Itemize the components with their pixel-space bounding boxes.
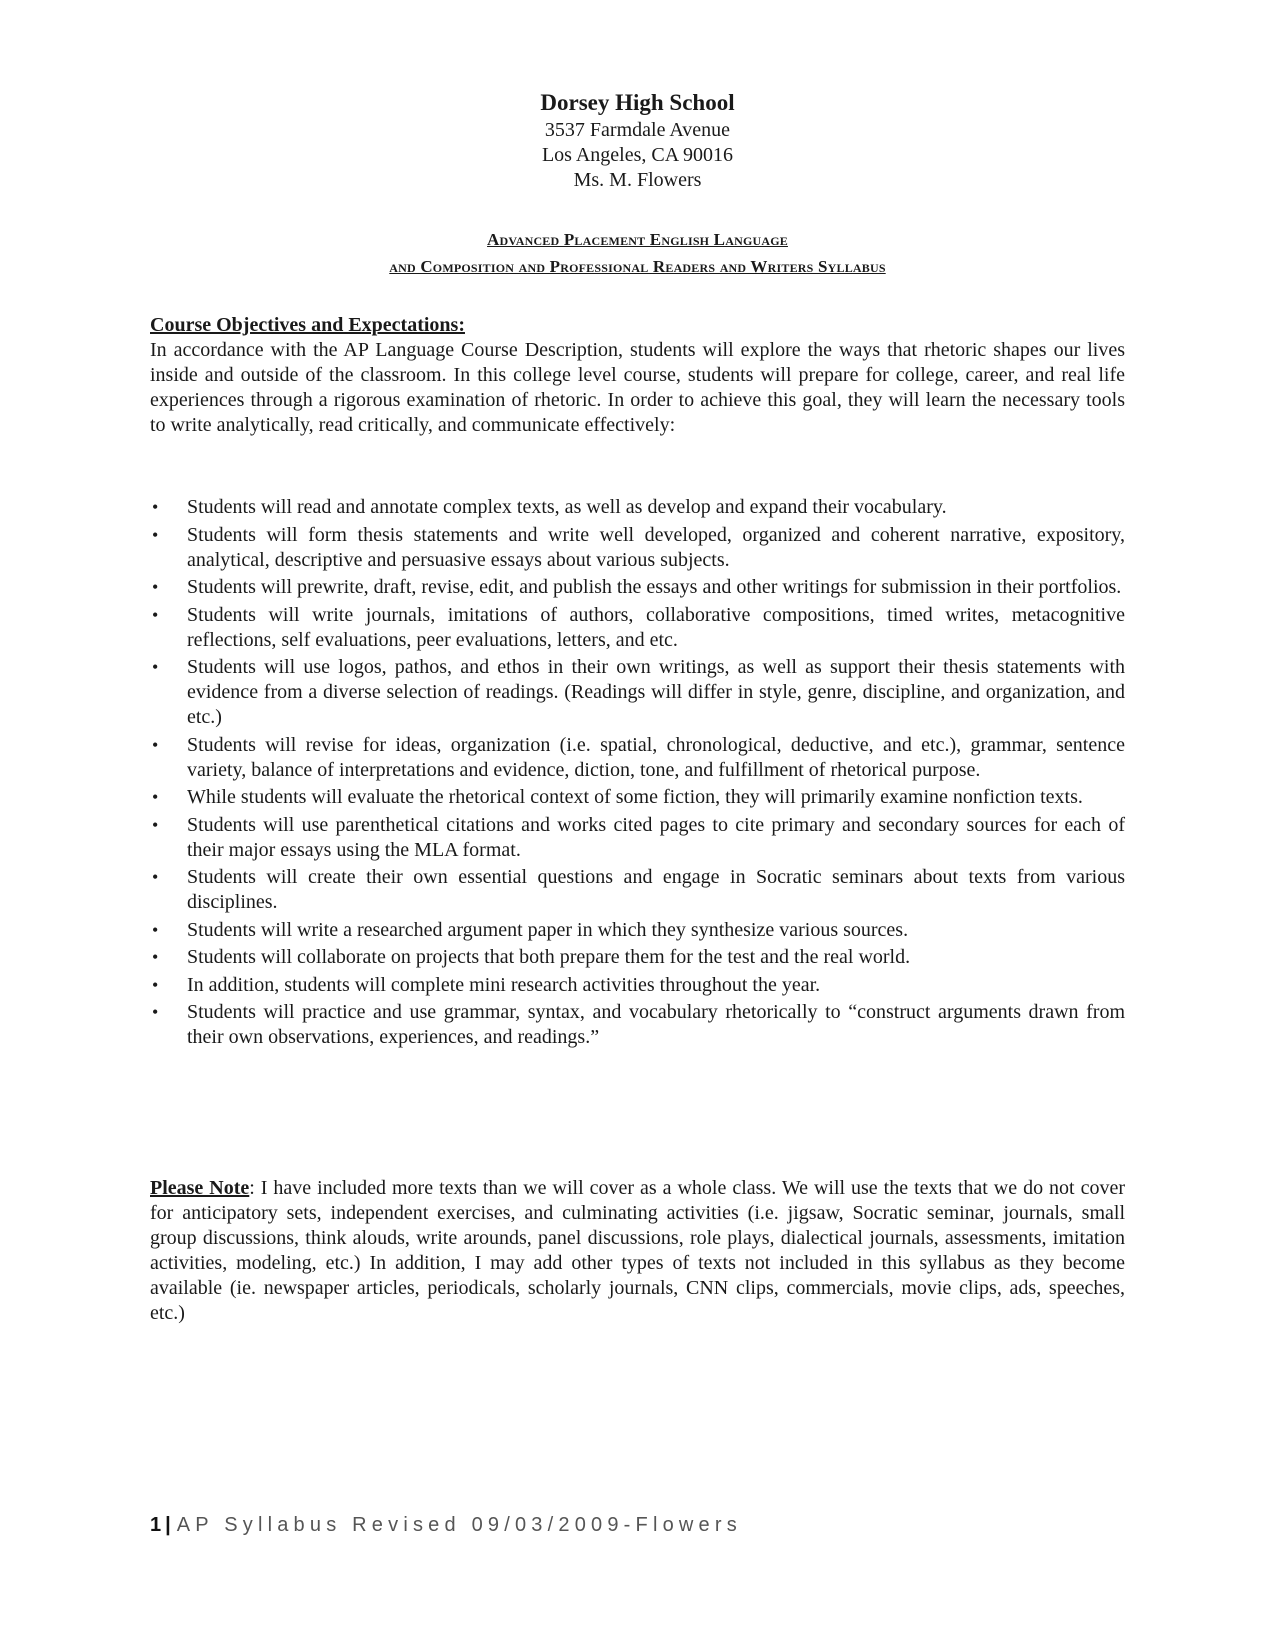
list-item-text: Students will use parenthetical citations and works cited pages to cite primary and secondary sources for each of their major essays using the MLA format. — [187, 813, 1125, 861]
objectives-list — [150, 495, 1125, 1053]
page-number: 1 — [150, 1514, 162, 1536]
list-item — [150, 603, 1125, 653]
objectives-section — [150, 313, 1125, 438]
bullet-icon: • — [152, 974, 159, 995]
objectives-heading: Course Objectives and Expectations: — [150, 314, 465, 336]
list-item — [150, 865, 1125, 915]
bullet-icon: • — [152, 604, 159, 625]
list-item — [150, 575, 1125, 600]
list-item-text: While students will evaluate the rhetorical context of some fiction, they will primarily examine nonfiction texts. — [187, 786, 1083, 808]
bullet-icon: • — [152, 814, 159, 835]
bullet-icon: • — [152, 867, 159, 887]
street-address: 3537 Farmdale Avenue — [544, 119, 731, 141]
list-item — [150, 945, 1125, 970]
footer-separator: | — [165, 1514, 171, 1536]
bullet-icon: • — [152, 497, 159, 517]
list-item-text: Students will read and annotate complex texts, as well as develop and expand their vocabulary. — [187, 496, 947, 518]
title-line-1: Advanced Placement English Language — [487, 230, 788, 249]
list-item-text: Students will write journals, imitations of authors, collaborative compositions, timed writes, metacognitive reflections, self evaluations, peer evaluations, letters, and etc. — [187, 603, 1125, 651]
list-item-text: Students will prewrite, draft, revise, edit, and publish the essays and other writings for submission in their portfolios. — [187, 576, 1122, 598]
please-note-text: I have included more texts than we will cover as a whole class. We will use the texts that we do not cover for anticipatory sets, independent exercises, and culminating activities (i.e. jigsaw, Socratic seminar, journals, small group discussions, think alouds, write arounds, panel discussions, role plays, dialectical journals, assessments, imitation activities, modeling, etc.) In addition, I may add other types of texts not included in this syllabus as they become available (ie. newspaper articles, periodicals, scholarly journals, CNN clips, commercials, movie clips, ads, speeches, etc.) — [150, 1177, 1125, 1324]
list-item-text: Students will practice and use grammar, syntax, and vocabulary rhetorically to “construct arguments drawn from their own observations, experiences, and readings.” — [187, 1001, 1125, 1048]
teacher-name: Ms. M. Flowers — [573, 169, 702, 191]
bullet-icon: • — [152, 947, 159, 967]
page-footer — [150, 1514, 742, 1537]
bullet-icon: • — [152, 524, 159, 545]
list-item — [150, 1000, 1125, 1050]
list-item-text: Students will write a researched argument paper in which they synthesize various sources. — [187, 918, 909, 941]
objectives-intro: In accordance with the AP Language Course Description, students will explore the ways that rhetoric shapes our lives inside and outside of the classroom. In this college level course, students will prepare for college, career, and real life experiences through a rigorous examination of rhetoric. In order to achieve this goal, they will learn the necessary tools to write analytically, read critically, and communicate effectively: — [150, 339, 1125, 436]
title-line-2: and Composition and Professional Readers and Writers Syllabus — [389, 257, 886, 276]
list-item — [150, 495, 1125, 520]
syllabus-title — [0, 226, 1275, 280]
list-item — [150, 785, 1125, 810]
list-item-text: Students will use logos, pathos, and ethos in their own writings, as well as support their thesis statements with evidence from a diverse selection of readings. (Readings will differ in style, genre, discipline, and organization, and etc.) — [187, 656, 1125, 728]
school-name: Dorsey High School — [540, 90, 735, 115]
list-item — [150, 523, 1125, 573]
please-note-colon: : — [249, 1177, 255, 1199]
list-item-text: In addition, students will complete mini research activities throughout the year. — [187, 973, 821, 996]
please-note-label: Please Note — [150, 1177, 250, 1199]
list-item-text: Students will collaborate on projects that both prepare them for the test and the real world. — [187, 946, 911, 968]
bullet-icon: • — [152, 919, 159, 940]
footer-text: AP Syllabus Revised 09/03/2009-Flowers — [176, 1514, 742, 1536]
list-item — [150, 918, 1125, 943]
bullet-icon: • — [152, 577, 159, 597]
bullet-icon: • — [152, 787, 159, 807]
document-header — [0, 88, 1275, 193]
please-note-section — [150, 1176, 1125, 1326]
bullet-icon: • — [152, 734, 159, 755]
list-item — [150, 973, 1125, 998]
bullet-icon: • — [152, 657, 159, 677]
list-item-text: Students will form thesis statements and write well developed, organized and coherent narrative, expository, analytical, descriptive and persuasive essays about various subjects. — [187, 523, 1125, 571]
city-address: Los Angeles, CA 90016 — [541, 144, 734, 166]
list-item — [150, 655, 1125, 730]
list-item — [150, 813, 1125, 863]
list-item-text: Students will revise for ideas, organization (i.e. spatial, chronological, deductive, and etc.), grammar, sentence variety, balance of interpretations and evidence, diction, tone, and fulfillment of rhetorical purpose. — [187, 733, 1125, 781]
bullet-icon: • — [152, 1002, 159, 1022]
list-item — [150, 733, 1125, 783]
list-item-text: Students will create their own essential questions and engage in Socratic seminars about texts from various disciplines. — [187, 866, 1125, 913]
